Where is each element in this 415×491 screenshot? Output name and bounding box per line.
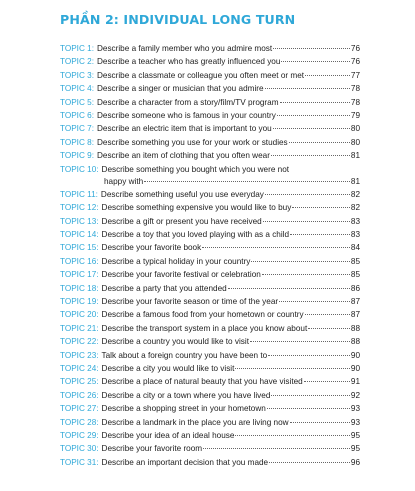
toc-entry[interactable] — [60, 442, 360, 455]
topic-label: TOPIC 17: — [60, 270, 99, 280]
section-title: PHẦN 2: INDIVIDUAL LONG TURN — [60, 12, 296, 27]
leader-dots — [290, 234, 350, 235]
page-number: 78 — [350, 97, 360, 107]
topic-label: TOPIC 8: — [60, 137, 94, 147]
topic-title-continued: happy with — [104, 176, 144, 186]
topic-title: Describe your idea of an ideal house — [101, 430, 235, 440]
toc-entry[interactable] — [60, 349, 360, 362]
page-number: 88 — [350, 323, 360, 333]
topic-title: Describe a classmate or colleague you often meet or met — [96, 70, 305, 80]
topic-label: TOPIC 28: — [60, 417, 99, 427]
topic-title: Describe a gift or present you have received — [101, 216, 262, 226]
topic-title: Describe the transport system in a place you know about — [101, 323, 308, 333]
topic-label: TOPIC 20: — [60, 310, 99, 320]
topic-title: Describe a landmark in the place you are living now — [101, 417, 289, 427]
topic-title: Describe your favorite book — [101, 243, 202, 253]
leader-dots — [235, 435, 349, 436]
topic-title: Describe a place of natural beauty that you have visited — [101, 377, 303, 387]
page-number: 76 — [350, 44, 360, 53]
page-number: 88 — [350, 337, 360, 347]
toc-entry[interactable] — [60, 429, 360, 442]
page-number: 92 — [350, 390, 360, 400]
toc-entry-continued[interactable] — [60, 175, 360, 188]
leader-dots — [292, 207, 350, 208]
toc-entry[interactable] — [60, 241, 360, 254]
topic-label: TOPIC 24: — [60, 363, 99, 373]
leader-dots — [144, 181, 350, 182]
page-number: 83 — [350, 216, 360, 226]
leader-dots — [273, 128, 350, 129]
page-number: 82 — [350, 189, 360, 199]
page-number: 85 — [350, 270, 360, 280]
leader-dots — [263, 221, 350, 222]
toc-entry[interactable] — [60, 96, 360, 109]
topic-label: TOPIC 10: — [60, 164, 99, 174]
topic-label: TOPIC 15: — [60, 243, 99, 253]
toc-entry[interactable] — [60, 456, 360, 469]
leader-dots — [235, 368, 349, 369]
page-number: 95 — [350, 444, 360, 454]
topic-title: Describe an item of clothing that you often wear — [96, 151, 270, 161]
leader-dots — [265, 88, 350, 89]
topic-title: Describe something you use for your work or studies — [96, 137, 288, 147]
page-number: 79 — [350, 110, 360, 120]
topic-title: Describe a city or a town where you have lived — [101, 390, 271, 400]
toc-entry[interactable] — [60, 55, 360, 68]
toc-entry[interactable] — [60, 322, 360, 335]
page-number: 87 — [350, 310, 360, 320]
topic-title: Talk about a foreign country you have been to — [101, 350, 268, 360]
topic-label: TOPIC 6: — [60, 110, 94, 120]
topic-title: Describe your favorite room — [101, 444, 203, 454]
topic-label: TOPIC 4: — [60, 84, 94, 94]
topic-label: TOPIC 13: — [60, 216, 99, 226]
topic-title: Describe something useful you use everyday — [100, 189, 264, 199]
topic-label: TOPIC 11: — [60, 189, 98, 199]
topic-title: Describe a city you would like to visit — [101, 363, 235, 373]
topic-label: TOPIC 29: — [60, 430, 99, 440]
page-number: 91 — [350, 377, 360, 387]
toc-entry[interactable] — [60, 42, 360, 55]
leader-dots — [251, 261, 350, 262]
leader-dots — [305, 314, 350, 315]
toc-entry[interactable] — [60, 295, 360, 308]
topic-title: Describe a teacher who has greatly influenced you — [96, 57, 281, 67]
toc-entry[interactable] — [60, 308, 360, 321]
topic-label: TOPIC 2: — [60, 57, 94, 67]
table-of-contents — [60, 42, 360, 469]
topic-title: Describe something you bought which you were not — [101, 164, 290, 174]
toc-entry[interactable] — [60, 375, 360, 388]
toc-entry[interactable] — [60, 282, 360, 295]
topic-label: TOPIC 25: — [60, 377, 99, 387]
topic-label: TOPIC 5: — [60, 97, 94, 107]
leader-dots — [281, 61, 349, 62]
page-number: 93 — [350, 404, 360, 414]
topic-title: Describe an electric item that is important to you — [96, 124, 272, 134]
leader-dots — [265, 194, 350, 195]
toc-entry[interactable] — [60, 402, 360, 415]
leader-dots — [268, 355, 350, 356]
topic-title: Describe a toy that you loved playing with as a child — [101, 230, 290, 240]
toc-entry[interactable] — [60, 228, 360, 241]
topic-label: TOPIC 31: — [60, 457, 99, 467]
page-number: 85 — [350, 256, 360, 266]
topic-title: Describe your favorite festival or celebration — [101, 270, 261, 280]
toc-entry[interactable] — [60, 335, 360, 348]
topic-title: Describe someone who is famous in your country — [96, 110, 276, 120]
toc-entry[interactable] — [60, 69, 360, 82]
toc-entry[interactable] — [60, 109, 360, 122]
topic-label: TOPIC 23: — [60, 350, 99, 360]
topic-title: Describe a typical holiday in your country — [101, 256, 251, 266]
leader-dots — [277, 115, 350, 116]
leader-dots — [250, 341, 350, 342]
page-number: 96 — [350, 457, 360, 467]
page-number: 78 — [350, 84, 360, 94]
topic-label: TOPIC 18: — [60, 283, 99, 293]
toc-entry[interactable] — [60, 122, 360, 135]
topic-label: TOPIC 7: — [60, 124, 94, 134]
toc-entry[interactable] — [60, 416, 360, 429]
leader-dots — [271, 395, 350, 396]
toc-entry[interactable] — [60, 362, 360, 375]
leader-dots — [269, 462, 350, 463]
leader-dots — [267, 408, 350, 409]
topic-label: TOPIC 14: — [60, 230, 99, 240]
leader-dots — [228, 288, 350, 289]
topic-title: Describe a family member who you admire most — [96, 44, 273, 53]
toc-entry[interactable] — [60, 389, 360, 402]
leader-dots — [273, 48, 350, 49]
topic-label: TOPIC 12: — [60, 203, 99, 213]
leader-dots — [304, 381, 350, 382]
page-number: 82 — [350, 203, 360, 213]
topic-title: Describe a singer or musician that you admire — [96, 84, 264, 94]
topic-label: TOPIC 9: — [60, 151, 94, 161]
topic-title: Describe something expensive you would like to buy — [101, 203, 292, 213]
topic-title: Describe an important decision that you made — [101, 457, 269, 467]
toc-entry[interactable] — [60, 163, 360, 175]
leader-dots — [305, 75, 350, 76]
page-number: 93 — [350, 417, 360, 427]
topic-label: TOPIC 21: — [60, 323, 99, 333]
leader-dots — [308, 328, 350, 329]
page-number: 81 — [350, 151, 360, 161]
topic-label: TOPIC 19: — [60, 297, 99, 307]
page-number: 80 — [350, 137, 360, 147]
topic-title: Describe your favorite season or time of the year — [101, 297, 279, 307]
toc-entry[interactable] — [60, 149, 360, 162]
page-number: 77 — [350, 70, 360, 80]
topic-title: Describe a character from a story/film/TV program — [96, 97, 279, 107]
topic-label: TOPIC 3: — [60, 70, 94, 80]
leader-dots — [271, 155, 350, 156]
page-number: 76 — [350, 57, 360, 67]
page-number: 90 — [350, 350, 360, 360]
page-number: 80 — [350, 124, 360, 134]
toc-entry[interactable] — [60, 201, 360, 214]
topic-title: Describe a country you would like to visit — [101, 337, 249, 347]
toc-entry[interactable] — [60, 268, 360, 281]
leader-dots — [262, 274, 350, 275]
page-number: 81 — [350, 176, 360, 186]
page-number: 95 — [350, 430, 360, 440]
toc-entry[interactable] — [60, 136, 360, 149]
toc-entry[interactable] — [60, 215, 360, 228]
toc-entry[interactable] — [60, 82, 360, 95]
topic-title: Describe a party that you attended — [101, 283, 227, 293]
topic-label: TOPIC 30: — [60, 444, 99, 454]
topic-label: TOPIC 22: — [60, 337, 99, 347]
page-number: 86 — [350, 283, 360, 293]
topic-title: Describe a famous food from your hometown or country — [101, 310, 304, 320]
page-number: 87 — [350, 297, 360, 307]
topic-label: TOPIC 1: — [60, 44, 94, 53]
page-number: 84 — [350, 243, 360, 253]
page-number: 90 — [350, 363, 360, 373]
topic-label: TOPIC 26: — [60, 390, 99, 400]
toc-entry[interactable] — [60, 255, 360, 268]
toc-entry[interactable] — [60, 188, 360, 201]
leader-dots — [280, 102, 350, 103]
topic-label: TOPIC 16: — [60, 256, 99, 266]
topic-label: TOPIC 27: — [60, 404, 99, 414]
leader-dots — [290, 422, 350, 423]
leader-dots — [279, 301, 350, 302]
topic-title: Describe a shopping street in your hometown — [101, 404, 266, 414]
leader-dots — [203, 448, 350, 449]
page-number: 83 — [350, 230, 360, 240]
leader-dots — [289, 142, 350, 143]
leader-dots — [202, 247, 350, 248]
